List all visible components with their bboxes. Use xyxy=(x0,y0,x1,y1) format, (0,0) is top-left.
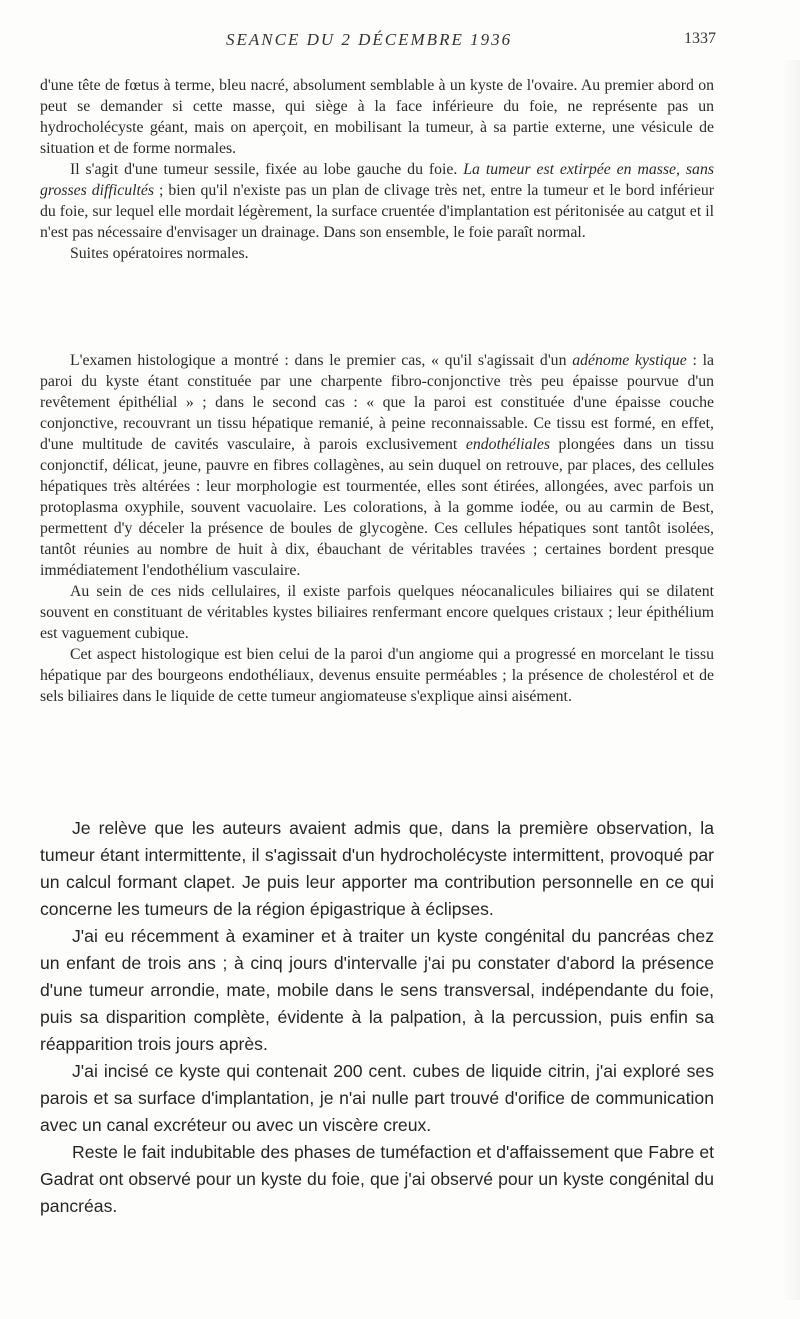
text-run: : la paroi du kyste étant constituée par une charpente fibro-conjonctive très peu épaisse pourvue d'un revêtement épithélial » ; dans le second cas : « que la paroi est constituée d'une épaisse couche conjonctive, recouvrant un tissu hépatique remanié, à peine reconnaissable. Ce tissu est formé, en effet, d'une multitude de cavités vasculaire, à parois exclusivement xyxy=(40,352,714,453)
text-run: plongées dans un tissu conjonctif, délicat, jeune, pauvre en fibres collagènes, au sein duquel on retrouve, par places, des cellules hépatiques très altérées : leur morphologie est tourmentée, elles sont étirées, allongées, avec parfois un protoplasma oxyphile, souvent vacuolaire. Les colorations, à la gomme iodée, ou au carmin de Best, permettent d'y déceler la présence de boules de glycogène. Ces cellules hépatiques sont tantôt isolées, tantôt réunies au nombre de huit à dix, ébauchant de véritables travées ; certaines bordent presque immédiatement l'endothélium vasculaire. xyxy=(40,436,714,579)
page-number: 1337 xyxy=(684,30,716,47)
paragraph-tumor-description: d'une tête de fœtus à terme, bleu nacré, absolument semblable à un kyste de l'ovaire. Au premier abord on peut se demander si cette masse, qui siège à la face inférieure du foie, ne représente pas un hydrocholécyste géant, mais on aperçoit, en mobilisant la tumeur, à sa partie externe, une vésicule de situation et de forme normales. xyxy=(40,77,714,157)
text-run: Il s'agit d'une tumeur sessile, fixée au lobe gauche du foie. xyxy=(70,161,464,178)
text-run: L'examen histologique a montré : dans le premier cas, « qu'il s'agissait d'un xyxy=(70,352,573,369)
paragraph-histology-exam xyxy=(40,350,714,581)
page-header xyxy=(40,30,716,54)
italic-run: adénome kystique xyxy=(572,352,687,369)
italic-run: endothéliales xyxy=(465,436,551,453)
scan-edge-shadow xyxy=(782,60,800,1300)
running-title: SEANCE DU 2 DÉCEMBRE 1936 xyxy=(226,30,513,49)
paragraph-pancreas-cyst: J'ai eu récemment à examiner et à traiter un kyste congénital du pancréas chez un enfant de trois ans ; à cinq jours d'intervalle j'ai pu constater d'abord la présence d'une tumeur arrondie, mate, mobile dans le sens transversal, indépendante du foie, puis sa disparition complète, évidente à la palpation, à la percussion, puis enfin sa réapparition trois jours après. xyxy=(40,926,714,1054)
paragraph-angioma: Cet aspect histologique est bien celui de la paroi d'un angiome qui a progressé en morcelant le tissu hépatique par des bourgeons endothéliaux, devenus ensuite perméables ; la présence de cholestérol et de sels biliaires dans le liquide de cette tumeur angiomateuse s'explique ainsi aisément. xyxy=(40,646,714,705)
discussion-section xyxy=(40,815,714,1220)
paragraph-incision: J'ai incisé ce kyste qui contenait 200 cent. cubes de liquide citrin, j'ai exploré ses parois et sa surface d'implantation, je n'ai nulle part trouvé d'orifice de communication avec un canal excréteur ou avec un viscère creux. xyxy=(40,1061,714,1135)
text-run: ; bien qu'il n'existe pas un plan de clivage très net, entre la tumeur et le bord inférieur du foie, sur lequel elle mordait légèrement, la surface cruentée d'implantation est péritonisée au catgut et il n'est pas nécessaire d'envisager un drainage. Dans son ensemble, le foie paraît normal. xyxy=(40,182,715,241)
paragraph-tumor-extirpation xyxy=(40,159,714,243)
italic-run: La tumeur est extirpée en masse, sans grosses difficultés xyxy=(40,161,714,199)
paragraph-postoperative: Suites opératoires normales. xyxy=(70,245,249,262)
operation-report-section xyxy=(40,75,714,264)
paragraph-biliary-canals: Au sein de ces nids cellulaires, il existe parfois quelques néocanalicules biliaires qui se dilatent souvent en constituant de véritables kystes biliaires renfermant encore quelques cristaux ; leur épithélium est vaguement cubique. xyxy=(40,583,714,642)
histology-section xyxy=(40,350,714,707)
paragraph-conclusion: Reste le fait indubitable des phases de tuméfaction et d'affaissement que Fabre et Gadrat ont observé pour un kyste du foie, que j'ai observé pour un kyste congénital du pancréas. xyxy=(40,1142,714,1216)
paragraph-authors-observation: Je relève que les auteurs avaient admis que, dans la première observation, la tumeur étant intermittente, il s'agissait d'un hydrocholécyste intermittent, provoqué par un calcul formant clapet. Je puis leur apporter ma contribution personnelle en ce qui concerne les tumeurs de la région épigastrique à éclipses. xyxy=(40,818,714,919)
